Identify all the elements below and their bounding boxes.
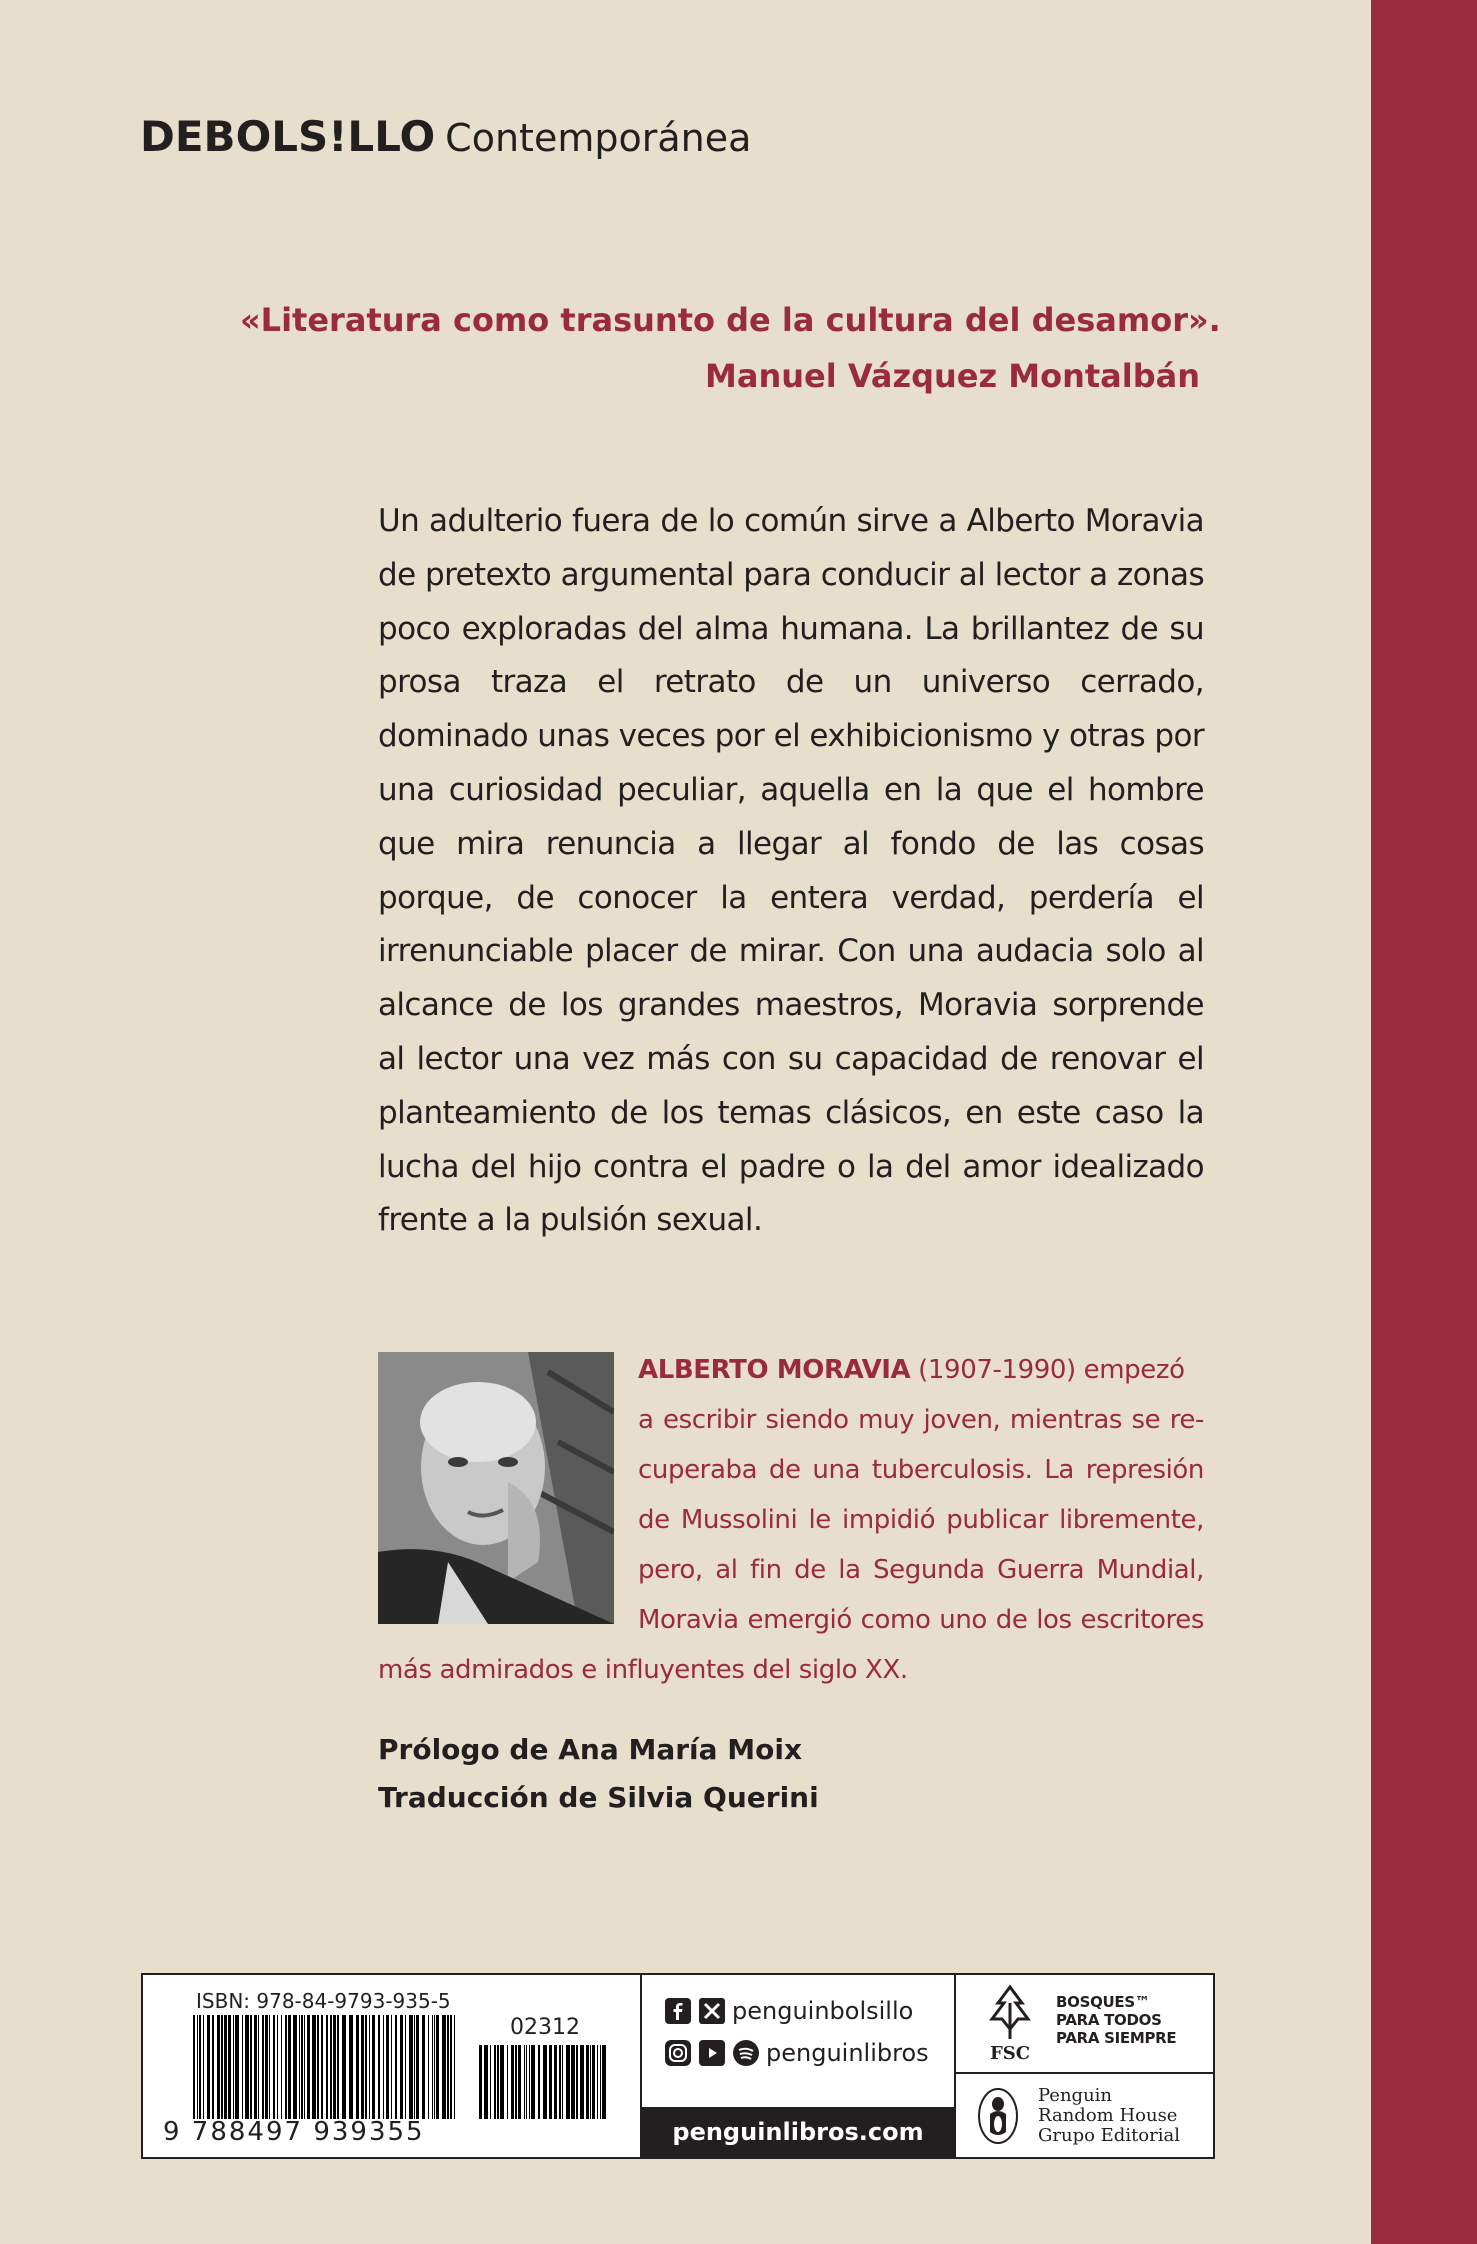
collection-brand: [140, 112, 751, 161]
barcode-bar: [273, 2015, 275, 2119]
barcode-bar: [199, 2015, 201, 2119]
barcode-bar: [576, 2045, 578, 2119]
bio-line-5: pero, al fin de la Segunda Guerra Mundial,: [638, 1555, 1204, 1585]
handle-penguinbolsillo: penguinbolsillo: [732, 1997, 914, 2025]
barcode-bar: [301, 2015, 303, 2119]
barcode-bar: [207, 2015, 210, 2119]
bio-line-1: (1907-1990) empezó: [910, 1355, 1185, 1385]
price-code: 02312: [510, 2015, 580, 2040]
social-row-bolsillo: [664, 1997, 913, 2025]
author-bio: [378, 1345, 1204, 1695]
barcode-block: [143, 1975, 642, 2157]
barcode-bar: [526, 2045, 527, 2119]
prologue-credit: Prólogo de Ana María Moix: [378, 1733, 803, 1766]
barcode-bar: [233, 2015, 234, 2119]
barcode-bar: [197, 2015, 198, 2119]
youtube-icon: [698, 2039, 726, 2067]
barcode-bar: [342, 2015, 346, 2119]
barcode-bar: [269, 2015, 270, 2119]
barcode-bar: [405, 2015, 406, 2119]
barcode-bar: [333, 2015, 336, 2119]
barcode-bar: [562, 2045, 563, 2119]
book-credits: [378, 1726, 819, 1822]
barcode-bar: [494, 2045, 496, 2119]
bio-line-4: de Mussolini le impidió publicar libremente,: [638, 1505, 1204, 1535]
barcode-bar: [432, 2015, 433, 2119]
barcode-bar: [330, 2015, 332, 2119]
spine-color-band: [1371, 0, 1477, 2244]
barcode-bar: [529, 2045, 530, 2119]
barcode-bar: [490, 2045, 491, 2119]
certification-block: [956, 1975, 1213, 2157]
barcode-bar: [422, 2015, 425, 2119]
penguin-logo-icon: [976, 2086, 1020, 2146]
barcode-bar: [559, 2045, 561, 2119]
barcode-bar: [434, 2015, 435, 2119]
barcode-bar: [549, 2045, 552, 2119]
barcode-digits: 9 788497 939355: [163, 2117, 425, 2147]
website-url: penguinlibros.com: [642, 2107, 954, 2157]
barcode-bar: [317, 2015, 319, 2119]
barcode-bar: [337, 2015, 339, 2119]
barcode-bar: [524, 2045, 525, 2119]
bio-line-7: más admirados e influyentes del siglo XX.: [378, 1655, 908, 1685]
barcode-bar: [442, 2015, 446, 2119]
publisher-line-1: Penguin: [1038, 2085, 1113, 2106]
handle-penguinlibros: penguinlibros: [766, 2039, 929, 2067]
barcode-bar: [193, 2015, 195, 2119]
barcode-bar: [436, 2015, 439, 2119]
collection-name: Contemporánea: [445, 116, 752, 160]
back-cover-footer: [141, 1973, 1215, 2159]
fsc-line-2: PARA TODOS: [1056, 2011, 1162, 2029]
fsc-line-1: BOSQUES™: [1056, 1993, 1150, 2011]
bio-line-2: a escribir siendo muy joven, mientras se re-: [638, 1405, 1204, 1435]
barcode-bar: [307, 2015, 310, 2119]
barcode-bar: [245, 2015, 249, 2119]
bio-line-6: Moravia emergió como uno de los escritores: [638, 1605, 1204, 1635]
fsc-tree-icon: [980, 1983, 1040, 2043]
barcode-bar: [386, 2015, 389, 2119]
translation-credit: Traducción de Silvia Querini: [378, 1781, 819, 1814]
barcode-bar: [538, 2045, 540, 2119]
barcode-bar: [265, 2015, 268, 2119]
barcode-bar: [395, 2015, 397, 2119]
barcode-bar: [447, 2015, 449, 2119]
barcode-bar: [602, 2045, 606, 2119]
barcode-bar: [590, 2045, 591, 2119]
barcode-bar: [365, 2015, 367, 2119]
barcode-bar: [450, 2015, 452, 2119]
barcode-bar: [299, 2015, 300, 2119]
barcode-bar: [203, 2015, 204, 2119]
barcode-bar: [554, 2045, 557, 2119]
facebook-icon: [664, 1997, 692, 2025]
social-block: [642, 1975, 956, 2157]
barcode-bar: [507, 2045, 508, 2119]
barcode-bar: [349, 2015, 353, 2119]
book-blurb: Un adulterio fuera de lo común sirve a Alberto Moravia de pretexto argumental para conducir al lector a zonas poco exploradas del alma humana. La brillantez de su prosa traza el retrato de un universo cerrado, dominado unas veces por el exhibicionismo y otras por una curiosidad peculiar, aquella en la que el hombre que mira renuncia a llegar al fondo de las cosas porque, de conocer la entera verdad, perdería el irrenunciable placer de mirar. Con una audacia solo al alcance de los grandes maestros, Moravia sorprende al lector una vez más con su capacidad de renovar el planteamiento de los temas clásicos, en este caso la lucha del hijo contra el padre o la del amor idealizado frente a la pulsión sexual.: [378, 503, 1204, 1239]
barcode-bar: [293, 2015, 297, 2119]
barcode-bar: [571, 2045, 575, 2119]
barcode-bar: [254, 2015, 257, 2119]
barcode-bar: [518, 2045, 521, 2119]
barcode-bar: [361, 2015, 364, 2119]
barcode-bar: [500, 2045, 504, 2119]
spotify-icon: [732, 2039, 760, 2067]
barcode-bar: [378, 2015, 380, 2119]
barcode-main-bars: [193, 2015, 463, 2119]
barcode-bar: [212, 2015, 214, 2119]
barcode-bar: [228, 2015, 231, 2119]
barcode-bar: [454, 2015, 455, 2119]
barcode-bar: [321, 2015, 323, 2119]
barcode-bar: [586, 2045, 589, 2119]
barcode-bar: [580, 2045, 584, 2119]
publisher-line-2: Random House: [1038, 2105, 1178, 2126]
quote-author: Manuel Vázquez Montalbán: [705, 357, 1200, 395]
fsc-line-3: PARA SIEMPRE: [1056, 2029, 1177, 2047]
barcode-bar: [409, 2015, 413, 2119]
barcode-bar: [258, 2015, 259, 2119]
barcode-bar: [372, 2015, 375, 2119]
barcode-bar: [277, 2015, 278, 2119]
barcode-bar: [479, 2045, 482, 2119]
barcode-bar: [484, 2045, 488, 2119]
publisher-line-3: Grupo Editorial: [1038, 2125, 1180, 2146]
barcode-bar: [566, 2045, 570, 2119]
instagram-icon: [664, 2039, 692, 2067]
barcode-bar: [592, 2045, 595, 2119]
barcode-bar: [356, 2015, 359, 2119]
barcode-bar: [250, 2015, 252, 2119]
barcode-bar: [391, 2015, 392, 2119]
publisher-imprint: [956, 2074, 1213, 2157]
barcode-bar: [304, 2015, 305, 2119]
barcode-bar: [383, 2015, 384, 2119]
social-row-libros: [664, 2039, 929, 2067]
x-icon: [698, 1997, 726, 2025]
cover-quote: [240, 292, 1221, 404]
publisher-logo-text: DEBOLS!LLO: [140, 112, 436, 161]
barcode-bar: [217, 2015, 220, 2119]
barcode-bar: [414, 2015, 415, 2119]
barcode-bar: [428, 2015, 429, 2119]
barcode-bar: [285, 2015, 287, 2119]
barcode-bar: [288, 2015, 291, 2119]
barcode-bar: [281, 2015, 282, 2119]
barcode-bar: [312, 2015, 316, 2119]
barcode-bar: [369, 2015, 370, 2119]
bio-line-3: cuperaba de una tuberculosis. La represión: [638, 1455, 1204, 1485]
barcode-bar: [600, 2045, 601, 2119]
barcode-bar: [242, 2015, 243, 2119]
author-name: ALBERTO MORAVIA: [638, 1355, 911, 1385]
barcode-bar: [416, 2015, 419, 2119]
publisher-name: [1038, 2086, 1180, 2146]
fsc-slogan: [1056, 1993, 1176, 2047]
barcode-bar: [400, 2015, 403, 2119]
barcode-bar: [511, 2045, 514, 2119]
barcode-bar: [224, 2015, 227, 2119]
quote-text: «Literatura como trasunto de la cultura del desamor».: [240, 301, 1221, 339]
fsc-certification: [956, 1975, 1213, 2074]
fsc-label: FSC: [990, 2043, 1031, 2064]
barcode-bar: [597, 2045, 598, 2119]
barcode-bar: [235, 2015, 239, 2119]
barcode-bar: [515, 2045, 517, 2119]
barcode-bar: [543, 2045, 547, 2119]
barcode-bar: [531, 2045, 535, 2119]
barcode-bar: [326, 2015, 328, 2119]
barcode-bar: [262, 2015, 264, 2119]
barcode-bar: [497, 2045, 499, 2119]
isbn-label: ISBN: 978-84-9793-935-5: [196, 1989, 451, 2013]
barcode-bar: [221, 2015, 223, 2119]
barcode-addon-bars: [479, 2045, 609, 2119]
